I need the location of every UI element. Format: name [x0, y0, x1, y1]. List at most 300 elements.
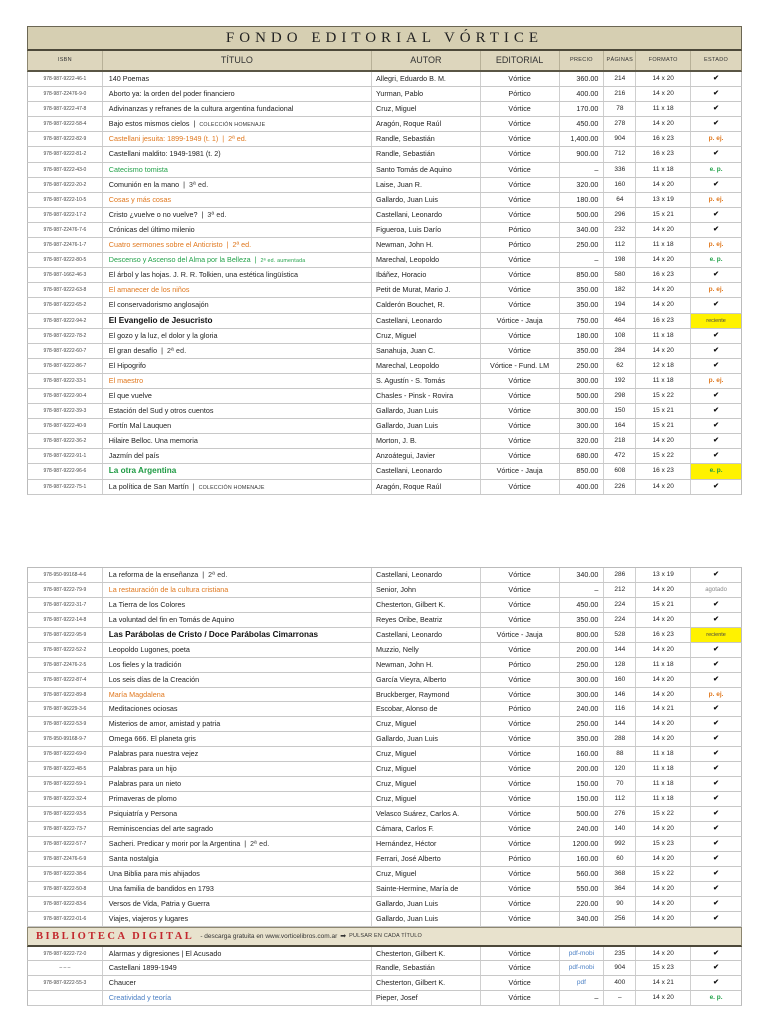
author-cell: Senior, John — [372, 583, 481, 597]
pages-cell: 400 — [604, 976, 636, 990]
pages-cell: 904 — [604, 132, 636, 146]
note-separator: | — [254, 255, 257, 265]
price-cell: 160.00 — [560, 852, 605, 866]
isbn-cell: 978-987-9222-10-5 — [28, 193, 103, 207]
status-cell: reciente — [691, 628, 741, 642]
price-cell: 300.00 — [560, 688, 605, 702]
checkmark-icon: ✔ — [713, 90, 719, 98]
title-cell — [103, 643, 372, 657]
format-cell: 14 x 20 — [636, 897, 691, 911]
title-cell — [103, 717, 372, 731]
isbn-cell: 978-987-9222-94-2 — [28, 314, 103, 328]
book-title: Los fieles y la tradición — [108, 659, 182, 669]
title-cell — [103, 163, 372, 177]
table-row — [27, 147, 742, 162]
author-cell: Marechal, Leopoldo — [372, 359, 481, 373]
checkmark-icon: ✔ — [713, 765, 719, 773]
title-cell — [103, 132, 372, 146]
price-cell: 350.00 — [560, 298, 605, 312]
title-cell — [103, 147, 372, 161]
price-cell: 500.00 — [560, 389, 605, 403]
checkmark-icon: ✔ — [713, 180, 719, 188]
format-cell: 15 x 21 — [636, 208, 691, 222]
pages-cell: 108 — [604, 329, 636, 343]
pages-cell: 198 — [604, 253, 636, 267]
table-row — [27, 628, 742, 643]
publisher-cell: Vórtice — [481, 747, 560, 761]
checkmark-icon: ✔ — [713, 615, 719, 623]
pages-cell: 904 — [604, 961, 636, 975]
title-cell — [103, 117, 372, 131]
price-cell: 340.00 — [560, 912, 605, 926]
format-cell: 14 x 20 — [636, 613, 691, 627]
checkmark-icon: ✔ — [713, 271, 719, 279]
status-cell: reciente — [691, 314, 741, 328]
isbn-cell: 978-987-9222-33-1 — [28, 374, 103, 388]
checkmark-icon: ✔ — [713, 150, 719, 158]
price-cell: 850.00 — [560, 268, 605, 282]
format-cell: 14 x 20 — [636, 178, 691, 192]
format-cell: 14 x 20 — [636, 223, 691, 237]
digital-library-banner[interactable] — [27, 927, 742, 947]
status-cell: p. ej. — [708, 241, 724, 249]
isbn-cell: 978-987-9222-69-0 — [28, 747, 103, 761]
format-cell: 16 x 23 — [636, 132, 691, 146]
isbn-cell — [28, 991, 103, 1005]
book-title: Las Parábolas de Cristo / Doce Parábolas Cimarronas — [108, 629, 319, 639]
isbn-cell: 978-987-9222-60-7 — [28, 344, 103, 358]
publisher-cell: Vórtice — [481, 762, 560, 776]
note-separator: | — [244, 838, 247, 848]
book-title[interactable]: Creatividad y teoría — [108, 993, 172, 1003]
price-cell: – — [560, 253, 605, 267]
author-cell: Cruz, Miguel — [372, 762, 481, 776]
price-cell: 350.00 — [560, 344, 605, 358]
table-row — [27, 178, 742, 193]
isbn-cell: 978-987-9222-01-6 — [28, 912, 103, 926]
header-author: AUTOR — [372, 51, 481, 70]
book-title: 140 Poemas — [108, 74, 150, 83]
pages-cell: 88 — [604, 747, 636, 761]
pages-cell: 368 — [604, 867, 636, 881]
title-cell — [103, 464, 372, 478]
title-cell — [103, 882, 372, 896]
publisher-cell: Vórtice — [481, 404, 560, 418]
status-cell: e. p. — [709, 165, 723, 173]
pages-cell: 182 — [604, 283, 636, 297]
format-cell: 13 x 19 — [636, 568, 691, 582]
price-cell: 1200.00 — [560, 837, 605, 851]
checkmark-icon: ✔ — [713, 482, 719, 490]
price-cell: pdf-mobi — [560, 947, 605, 961]
author-cell: Castellani, Leonardo — [372, 208, 481, 222]
isbn-cell: 978-987-9222-82-9 — [28, 132, 103, 146]
format-cell: 14 x 20 — [636, 643, 691, 657]
pages-cell: 336 — [604, 163, 636, 177]
publisher-cell: Vórtice — [481, 147, 560, 161]
isbn-cell: 978-987-9222-78-2 — [28, 329, 103, 343]
pages-cell: 64 — [604, 193, 636, 207]
author-cell: Cruz, Miguel — [372, 102, 481, 116]
title-cell — [103, 72, 372, 86]
publisher-cell: Pórtico — [481, 223, 560, 237]
table-row — [27, 419, 742, 434]
isbn-cell: 978-987-9222-59-1 — [28, 777, 103, 791]
checkmark-icon: ✔ — [713, 884, 719, 892]
table-row — [27, 613, 742, 628]
checkmark-icon: ✔ — [713, 660, 719, 668]
title-cell — [103, 762, 372, 776]
book-title: Castellani jesuita: 1899-1949 (t. 1) — [108, 134, 219, 144]
isbn-cell: 978-987-9222-17-2 — [28, 208, 103, 222]
isbn-cell: 978-987-9222-32-4 — [28, 792, 103, 806]
format-cell: 15 x 21 — [636, 598, 691, 612]
pages-cell: 608 — [604, 464, 636, 478]
format-cell: 16 x 23 — [636, 464, 691, 478]
price-cell: 500.00 — [560, 807, 605, 821]
author-cell: Cruz, Miguel — [372, 867, 481, 881]
publisher-cell: Vórtice - Jauja — [481, 314, 560, 328]
table-row — [27, 238, 742, 253]
publisher-cell: Vórtice — [481, 961, 560, 975]
title-cell — [103, 961, 372, 975]
title-cell — [103, 976, 372, 990]
format-cell: 15 x 22 — [636, 867, 691, 881]
book-title: El Hipogrifo — [108, 360, 146, 370]
price-cell: 350.00 — [560, 283, 605, 297]
table-body-1 — [27, 72, 742, 495]
table-row — [27, 253, 742, 268]
author-cell: Newman, John H. — [372, 658, 481, 672]
publisher-cell: Vórtice - Jauja — [481, 628, 560, 642]
catalog-page-1 — [27, 26, 742, 495]
book-title: Palabras para un nieto — [108, 779, 182, 789]
isbn-cell: 978-987-9222-52-2 — [28, 643, 103, 657]
pages-cell: 288 — [604, 732, 636, 746]
publisher-cell: Vórtice — [481, 792, 560, 806]
isbn-cell: 978-987-22476-6-9 — [28, 852, 103, 866]
isbn-cell: 978-987-9222-89-8 — [28, 688, 103, 702]
publisher-cell: Vórtice — [481, 178, 560, 192]
checkmark-icon: ✔ — [713, 407, 719, 415]
format-cell: 14 x 20 — [636, 344, 691, 358]
publisher-cell: Vórtice — [481, 329, 560, 343]
edition-note: 2ª ed. — [208, 572, 228, 579]
format-cell: 14 x 20 — [636, 822, 691, 836]
author-cell: Castellani, Leonardo — [372, 464, 481, 478]
title-cell — [103, 480, 372, 494]
status-cell: p. ej. — [708, 286, 724, 294]
book-title: Omega 666. El planeta gris — [108, 734, 196, 744]
format-cell: 15 x 21 — [636, 404, 691, 418]
catalog-title: FONDO EDITORIAL VÓRTICE — [27, 26, 742, 51]
table-row — [27, 193, 742, 208]
format-cell: 14 x 20 — [636, 253, 691, 267]
table-row — [27, 777, 742, 792]
checkmark-icon: ✔ — [713, 735, 719, 743]
checkmark-icon: ✔ — [713, 795, 719, 803]
isbn-cell: 978-987-9222-14-8 — [28, 613, 103, 627]
title-cell — [103, 792, 372, 806]
format-cell: 14 x 20 — [636, 298, 691, 312]
checkmark-icon: ✔ — [713, 346, 719, 354]
book-title[interactable]: Castellani 1899-1949 — [108, 963, 177, 973]
book-title[interactable]: Chaucer — [108, 978, 136, 988]
publisher-cell: Vórtice — [481, 344, 560, 358]
publisher-cell: Vórtice — [481, 867, 560, 881]
author-cell: Cámara, Carlos F. — [372, 822, 481, 836]
header-status: ESTADO — [704, 57, 729, 63]
author-cell: Muzzio, Nelly — [372, 643, 481, 657]
author-cell: Gallardo, Juan Luis — [372, 897, 481, 911]
table-row — [27, 480, 742, 495]
book-title: Versos de Vida, Patria y Guerra — [108, 898, 210, 908]
publisher-cell: Vórtice — [481, 688, 560, 702]
book-title: Catecismo tomista — [108, 164, 168, 174]
book-title: Una Biblia para mis ahijados — [108, 868, 200, 878]
edition-note: 2ª ed. — [232, 240, 252, 250]
format-cell: 14 x 20 — [636, 72, 691, 86]
format-cell: 15 x 23 — [636, 961, 691, 975]
book-title: Bajo estos mismos cielos — [108, 119, 190, 129]
price-cell: 680.00 — [560, 449, 605, 463]
publisher-cell: Vórtice — [481, 882, 560, 896]
format-cell: 14 x 20 — [636, 912, 691, 926]
header-title: TÍTULO — [103, 51, 372, 70]
status-cell: p. ej. — [708, 690, 724, 698]
isbn-cell: 978-987-9222-73-7 — [28, 822, 103, 836]
table-header — [27, 51, 742, 72]
book-title: Estación del Sud y otros cuentos — [108, 406, 214, 416]
title-cell — [103, 673, 372, 687]
pages-cell: 144 — [604, 717, 636, 731]
isbn-cell: 978-987-9222-46-1 — [28, 72, 103, 86]
price-cell: 180.00 — [560, 193, 605, 207]
title-cell — [103, 897, 372, 911]
pages-cell: 224 — [604, 613, 636, 627]
publisher-cell: Vórtice — [481, 132, 560, 146]
format-cell: 14 x 20 — [636, 283, 691, 297]
format-cell: 15 x 23 — [636, 837, 691, 851]
book-title: Misterios de amor, amistad y patria — [108, 719, 221, 729]
isbn-cell: 978-950-99168-4-6 — [28, 568, 103, 582]
table-row — [27, 598, 742, 613]
book-title: Reminiscencias del arte sagrado — [108, 823, 214, 833]
note-separator: | — [183, 179, 185, 189]
publisher-cell: Vórtice — [481, 208, 560, 222]
book-title: La reforma de la enseñanza — [108, 570, 199, 579]
table-row — [27, 837, 742, 852]
author-cell: Ibáñez, Horacio — [372, 268, 481, 282]
format-cell: 11 x 18 — [636, 238, 691, 252]
isbn-cell: 978-987-22476-1-7 — [28, 238, 103, 252]
edition-note: COLECCIÓN HOMENAJE — [198, 484, 265, 491]
author-cell: Yurman, Pablo — [372, 87, 481, 101]
header-price: PRECIO — [560, 51, 605, 70]
format-cell: 14 x 21 — [636, 702, 691, 716]
pages-cell: 226 — [604, 480, 636, 494]
isbn-cell: 978-987-9222-83-6 — [28, 897, 103, 911]
publisher-cell: Vórtice — [481, 598, 560, 612]
pages-cell: 216 — [604, 87, 636, 101]
table-row — [27, 117, 742, 132]
publisher-cell: Vórtice — [481, 912, 560, 926]
title-cell — [103, 208, 372, 222]
table-row — [27, 268, 742, 283]
format-cell: 14 x 20 — [636, 852, 691, 866]
pages-cell: 214 — [604, 72, 636, 86]
title-cell — [103, 449, 372, 463]
author-cell: Sainte-Hermine, María de — [372, 882, 481, 896]
table-row — [27, 882, 742, 897]
pages-cell: 116 — [604, 702, 636, 716]
publisher-cell: Vórtice - Fund. LM — [481, 359, 560, 373]
table-row — [27, 976, 742, 991]
price-cell: 400.00 — [560, 480, 605, 494]
checkmark-icon: ✔ — [713, 361, 719, 369]
title-cell — [103, 628, 372, 642]
title-cell — [103, 283, 372, 297]
table-row — [27, 897, 742, 912]
table-row — [27, 72, 742, 87]
author-cell: Gallardo, Juan Luis — [372, 912, 481, 926]
digital-library-cta[interactable]: PULSAR EN CADA TÍTULO — [349, 933, 422, 939]
isbn-cell: 978-987-96229-3-6 — [28, 702, 103, 716]
book-title: Cosas y más cosas — [108, 194, 172, 204]
publisher-cell: Vórtice - Jauja — [481, 464, 560, 478]
table-row — [27, 87, 742, 102]
book-title: El gozo y la luz, el dolor y la gloria — [108, 330, 218, 340]
book-title[interactable]: Alarmas y digresiones | El Acusado — [108, 948, 222, 958]
format-cell: 14 x 20 — [636, 717, 691, 731]
isbn-cell: – – – — [28, 961, 103, 975]
book-title: Palabras para un hijo — [108, 764, 177, 774]
isbn-cell: 978-987-9222-87-4 — [28, 673, 103, 687]
format-cell: 14 x 20 — [636, 117, 691, 131]
title-cell — [103, 102, 372, 116]
pages-cell: 580 — [604, 268, 636, 282]
pages-cell: 364 — [604, 882, 636, 896]
author-cell: Allegri, Eduardo B. M. — [372, 72, 481, 86]
title-cell — [103, 193, 372, 207]
checkmark-icon: ✔ — [713, 225, 719, 233]
pages-cell: 140 — [604, 822, 636, 836]
title-cell — [103, 702, 372, 716]
pages-cell: 284 — [604, 344, 636, 358]
publisher-cell: Vórtice — [481, 374, 560, 388]
edition-note: 2ª ed. — [228, 134, 247, 144]
price-cell: 220.00 — [560, 897, 605, 911]
format-cell: 15 x 22 — [636, 807, 691, 821]
checkmark-icon: ✔ — [713, 75, 719, 82]
price-cell: 300.00 — [560, 374, 605, 388]
checkmark-icon: ✔ — [713, 105, 719, 113]
edition-note: 2ª ed. — [167, 347, 187, 355]
title-cell — [103, 598, 372, 612]
status-cell: p. ej. — [708, 376, 724, 384]
table-row — [27, 717, 742, 732]
checkmark-icon: ✔ — [713, 331, 719, 339]
digital-library-subtitle: - descarga gratuita en www.vorticelibros.com.ar — [200, 932, 338, 940]
title-cell — [103, 991, 372, 1005]
publisher-cell: Vórtice — [481, 991, 560, 1005]
pages-cell: 160 — [604, 673, 636, 687]
isbn-cell: 978-987-22476-9-0 — [28, 87, 103, 101]
author-cell: Pieper, Josef — [372, 991, 481, 1005]
price-cell: 320.00 — [560, 434, 605, 448]
publisher-cell: Pórtico — [481, 702, 560, 716]
title-cell — [103, 568, 372, 582]
pages-cell: 150 — [604, 404, 636, 418]
price-cell: 360.00 — [560, 72, 605, 86]
publisher-cell: Vórtice — [481, 732, 560, 746]
checkmark-icon: ✔ — [713, 869, 719, 877]
checkmark-icon: ✔ — [713, 705, 719, 713]
table-row — [27, 298, 742, 313]
author-cell: Chasles - Pinsk - Rovira — [372, 389, 481, 403]
isbn-cell: 978-987-9222-80-5 — [28, 253, 103, 267]
pages-cell: 472 — [604, 449, 636, 463]
book-title: Jazmín del país — [108, 451, 160, 461]
price-cell: 560.00 — [560, 867, 605, 881]
format-cell: 11 x 18 — [636, 777, 691, 791]
author-cell: Figueroa, Luis Darío — [372, 223, 481, 237]
pages-cell: 235 — [604, 947, 636, 961]
author-cell: Escobar, Alonso de — [372, 702, 481, 716]
price-cell: 150.00 — [560, 792, 605, 806]
table-row — [27, 702, 742, 717]
author-cell: Cruz, Miguel — [372, 329, 481, 343]
table-row — [27, 961, 742, 976]
author-cell: Randle, Sebastián — [372, 961, 481, 975]
table-row — [27, 314, 742, 329]
checkmark-icon: ✔ — [713, 810, 719, 817]
checkmark-icon: ✔ — [713, 452, 719, 460]
arrow-right-icon: ➡ — [340, 933, 347, 940]
table-row — [27, 583, 742, 598]
publisher-cell: Vórtice — [481, 163, 560, 177]
price-cell: 150.00 — [560, 777, 605, 791]
publisher-cell: Vórtice — [481, 480, 560, 494]
title-cell — [103, 747, 372, 761]
book-title: Viajes, viajeros y lugares — [108, 913, 189, 923]
title-cell — [103, 947, 372, 961]
isbn-cell: 978-987-22476-2-5 — [28, 658, 103, 672]
price-cell: 900.00 — [560, 147, 605, 161]
price-cell: 340.00 — [560, 223, 605, 237]
author-cell: Gallardo, Juan Luis — [372, 419, 481, 433]
pages-cell: 992 — [604, 837, 636, 851]
author-cell: Cruz, Miguel — [372, 717, 481, 731]
title-cell — [103, 359, 372, 373]
pages-cell: – — [604, 991, 636, 1005]
publisher-cell: Vórtice — [481, 117, 560, 131]
title-cell — [103, 374, 372, 388]
book-title: Sacheri. Predicar y morir por la Argentina — [108, 838, 241, 848]
book-title: Aborto ya: la orden del poder financiero — [108, 89, 235, 99]
book-title: Una familia de bandidos en 1793 — [108, 883, 214, 893]
book-title: Primaveras de plomo — [108, 794, 177, 804]
status-cell: e. p. — [691, 464, 741, 478]
status-cell: p. ej. — [708, 195, 724, 203]
format-cell: 14 x 20 — [636, 673, 691, 687]
table-row — [27, 449, 742, 464]
title-cell — [103, 688, 372, 702]
publisher-cell: Vórtice — [481, 947, 560, 961]
isbn-cell: 978-987-9222-50-8 — [28, 882, 103, 896]
price-cell: 250.00 — [560, 658, 605, 672]
checkmark-icon: ✔ — [713, 964, 719, 972]
